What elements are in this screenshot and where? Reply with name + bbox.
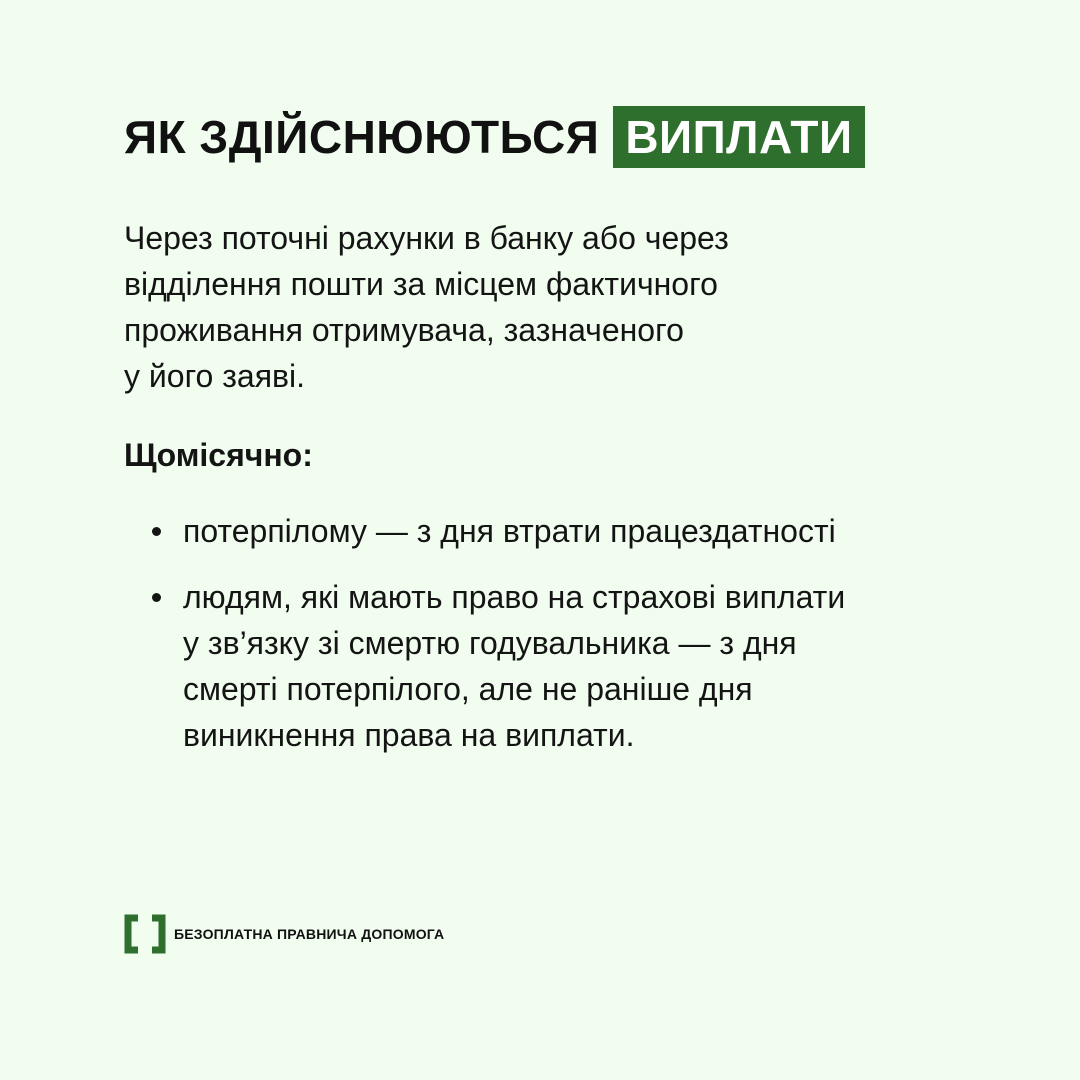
list-item-line: у зв’язку зі смертю годувальника — з дня	[183, 625, 797, 661]
list-item-line: потерпілому — з дня втрати працездатності	[183, 513, 836, 549]
org-name: БЕЗОПЛАТНА ПРАВНИЧА ДОПОМОГА	[174, 926, 445, 942]
intro-line: Через поточні рахунки в банку або через	[124, 220, 729, 256]
page-title	[124, 106, 865, 168]
intro-paragraph	[124, 215, 944, 399]
bullet-icon	[152, 527, 161, 536]
list-item-line: виникнення права на виплати.	[183, 717, 635, 753]
intro-line: у його заяві.	[124, 358, 306, 394]
title-text: ЯК ЗДІЙСНЮЮТЬСЯ	[124, 111, 600, 163]
brackets-logo-icon	[124, 914, 166, 954]
list-item	[152, 574, 992, 758]
list-item-line: людям, які мають право на страхові виплати	[183, 579, 846, 615]
title-highlight: ВИПЛАТИ	[613, 106, 864, 168]
subheading: Щомісячно:	[124, 437, 313, 473]
intro-line: відділення пошти за місцем фактичного	[124, 266, 718, 302]
intro-line: проживання отримувача, зазначеного	[124, 312, 684, 348]
list-item	[152, 508, 992, 554]
bullet-icon	[152, 593, 161, 602]
footer	[124, 914, 444, 954]
bullet-list	[152, 508, 992, 778]
list-item-line: смерті потерпілого, але не раніше дня	[183, 671, 753, 707]
